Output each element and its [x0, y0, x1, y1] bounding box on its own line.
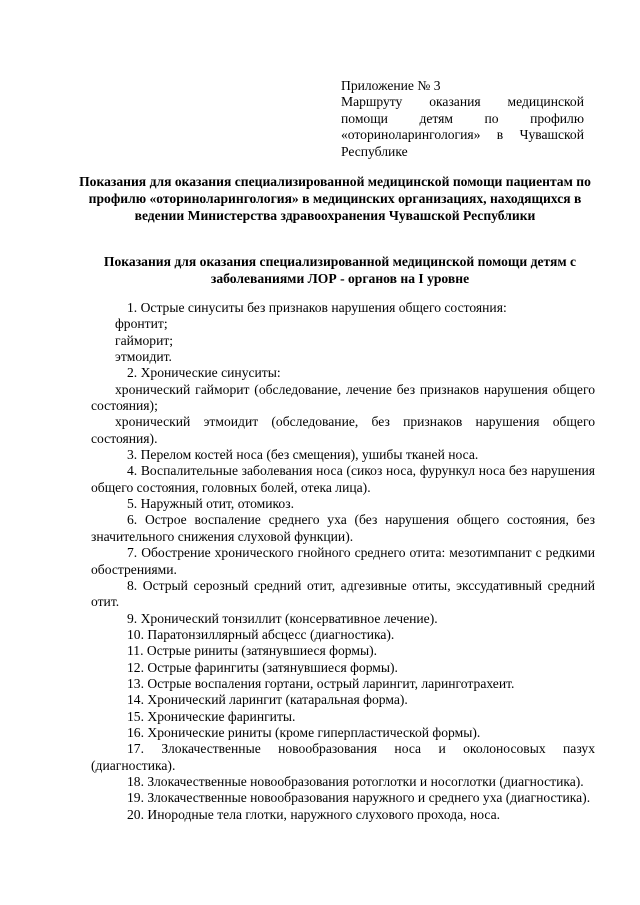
list-item: гайморит; [115, 332, 174, 348]
list-item: 9. Хронический тонзиллит (консервативное лечение). [127, 610, 438, 626]
appendix-block [341, 78, 584, 160]
list-item: 6. Острое воспаление среднего уха (без нарушения общего состояния, без значительного снижения слуховой функции). [91, 512, 595, 544]
document-title: Показания для оказания специализированной медицинской помощи пациентам по профилю «оториноларингология» в медицинских организациях, находящихся в ведении Министерства здравоохранения Чувашской Республики [79, 174, 591, 223]
appendix-text: Маршруту оказания медицинской помощи детям по профилю «оториноларингология» в Чувашской Республике [341, 94, 584, 159]
indications-list [91, 300, 595, 823]
list-item: хронический гайморит (обследование, лечение без признаков нарушения общего состояния); [91, 381, 595, 414]
list-item: 2. Хронические синуситы: [127, 365, 281, 381]
list-item: 16. Хронические риниты (кроме гиперпластической формы). [127, 724, 481, 740]
list-item: 10. Паратонзиллярный абсцесс (диагностика). [127, 626, 395, 642]
list-item: этмоидит. [115, 349, 172, 365]
section-title: Показания для оказания специализированной медицинской помощи детям с заболеваниями ЛОР - органов на I уровне [103, 254, 577, 286]
list-item: 11. Острые риниты (затянувшиеся формы). [127, 643, 378, 659]
list-item: 18. Злокачественные новообразования ротоглотки и носоглотки (диагностика). [127, 773, 584, 789]
list-item: 12. Острые фарингиты (затянувшиеся формы). [127, 659, 398, 675]
appendix-number: Приложение № 3 [341, 78, 441, 93]
list-item: 8. Острый серозный средний отит, адгезивные отиты, экссудативный средний отит. [91, 577, 595, 610]
list-item: 4. Воспалительные заболевания носа (сикоз носа, фурункул носа без нарушения общего состояния, головных болей, отека лица). [91, 463, 595, 495]
list-item: 17. Злокачественные новообразования носа и околоносовых пазух (диагностика). [91, 741, 595, 773]
list-item: 7. Обострение хронического гнойного среднего отита: мезотимпанит с редкими обострениями. [91, 545, 595, 577]
list-item: 1. Острые синуситы без признаков нарушения общего состояния: [127, 300, 507, 315]
list-item: 3. Перелом костей носа (без смещения), ушибы тканей носа. [127, 447, 479, 463]
list-item: 20. Инородные тела глотки, наружного слухового прохода, носа. [127, 806, 501, 822]
list-item: 19. Злокачественные новообразования наружного и среднего уха (диагностика). [127, 790, 591, 806]
list-item: фронтит; [115, 316, 168, 332]
list-item: 5. Наружный отит, отомикоз. [127, 496, 294, 512]
list-item: 14. Хронический ларингит (катаральная форма). [127, 692, 408, 708]
list-item: 13. Острые воспаления гортани, острый ларингит, ларинготрахеит. [127, 675, 515, 691]
list-item: 15. Хронические фарингиты. [127, 708, 296, 724]
list-item: хронический этмоидит (обследование, без признаков нарушения общего состояния). [91, 414, 595, 446]
